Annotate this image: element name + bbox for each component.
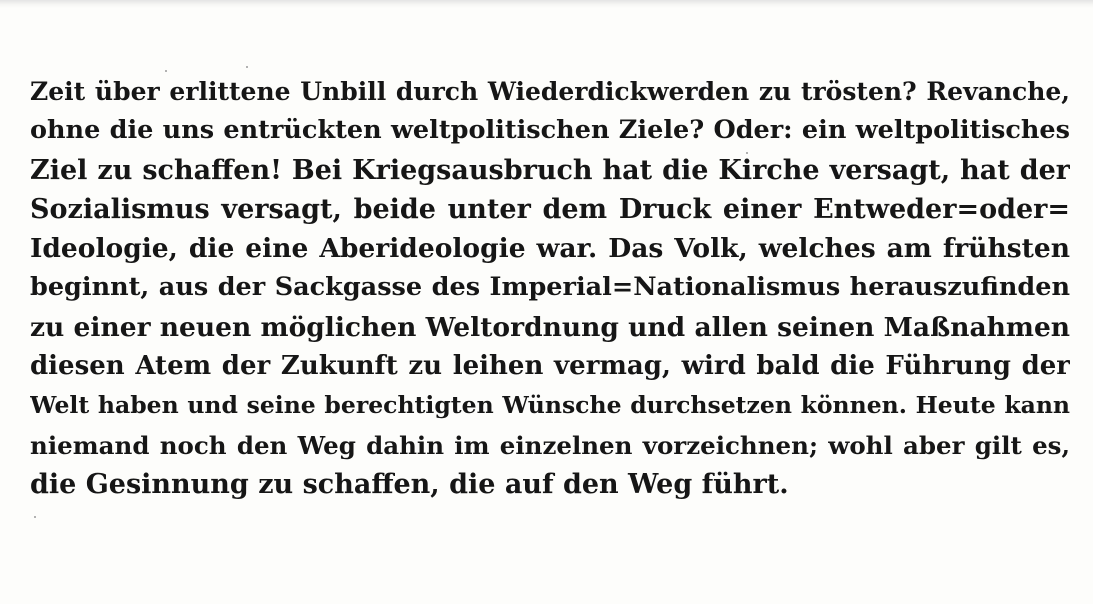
text-line: ohne die uns entrückten weltpolitischen Ziele? Oder: ein weltpolitisches xyxy=(30,115,1070,146)
text-line: diesen Atem der Zukunft zu leihen vermag, wird bald die Führung der xyxy=(30,351,1070,382)
paper-speck xyxy=(246,66,248,68)
body-paragraph xyxy=(30,72,1070,504)
text-line: Ideologie, die eine Aberideologie war. Das Volk, welches am frühsten xyxy=(30,233,1070,265)
text-line: Ziel zu schaffen! Bei Kriegsausbruch hat die Kirche versagt, hat der xyxy=(30,154,1070,186)
text-line: zu einer neuen möglichen Weltordnung und allen seinen Maßnahmen xyxy=(30,311,1070,343)
text-line: niemand noch den Weg dahin im einzelnen vorzeichnen; wohl aber gilt es, xyxy=(30,430,1070,460)
page-top-edge xyxy=(0,0,1093,8)
text-line: Sozialismus versagt, beide unter dem Druck einer Entweder=oder= xyxy=(30,193,1070,225)
text-line: Zeit über erlittene Unbill durch Wiederdickwerden zu trösten? Revanche, xyxy=(30,77,1070,106)
text-line-last: die Gesinnung zu schaffen, die auf den Weg führt. xyxy=(30,468,789,500)
text-line: Welt haben und seine berechtigten Wünsche durchsetzen können. Heute kann xyxy=(30,391,1070,420)
paper-speck xyxy=(34,516,36,518)
text-line: beginnt, aus der Sackgasse des Imperial=Nationalismus herauszufinden xyxy=(30,272,1070,303)
